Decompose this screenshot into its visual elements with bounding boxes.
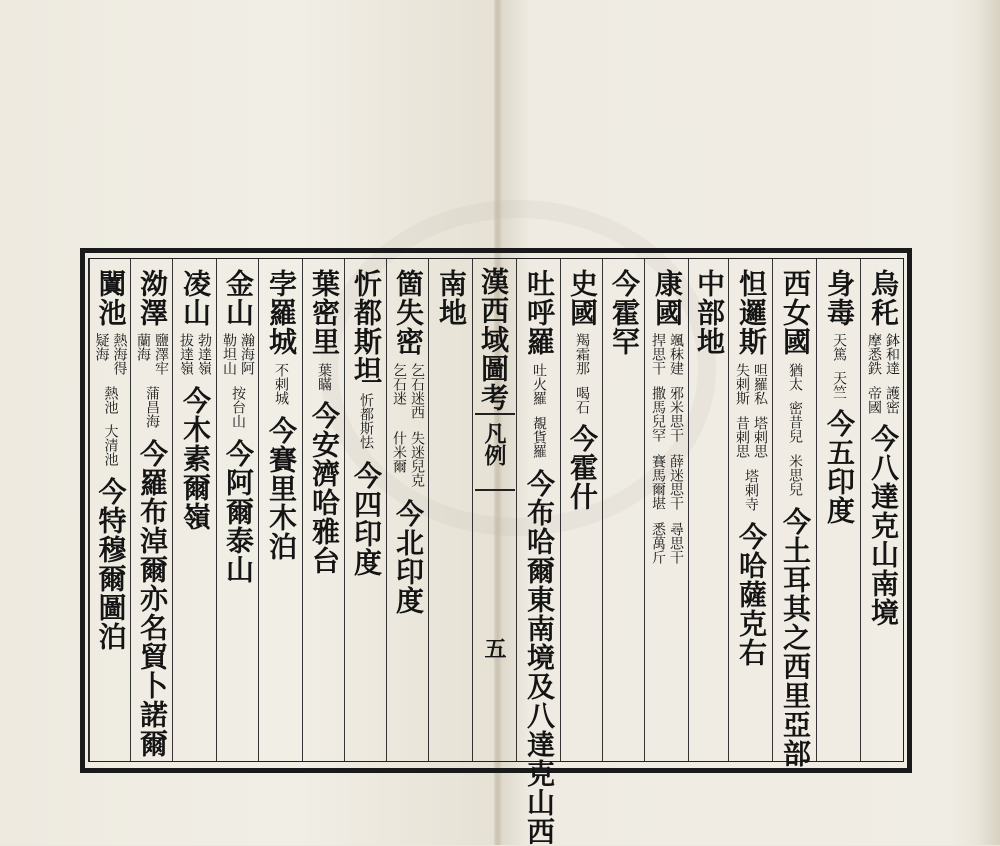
annotation-text: 尋思干 [668,522,684,564]
text-column [816,259,860,761]
annotation-text: 鉢和達 [884,333,900,375]
entry-text: 吐呼羅 [523,269,556,356]
entry-text: 怛邏斯 [735,269,768,356]
annotation-text: 勃達嶺 [196,333,212,375]
annotation-text: 蒲昌海 [144,386,160,428]
text-column [516,259,560,846]
center-column [472,259,516,761]
text-column [728,259,772,761]
page-edge [978,0,1000,845]
text-column [560,259,602,761]
annotation-text: 悉萬斤 [650,522,666,564]
annotation-text: 忻都斯怯 [358,393,374,449]
entry-text: 今四印度 [350,461,383,577]
annotation-text: 熱池 [102,386,119,414]
fishtail-bottom [475,489,515,505]
annotation-text: 勒坦山 [221,333,237,375]
annotation-text: 撒馬兒罕 [650,386,666,442]
entry-text: 西女國 [779,269,812,356]
entry-text: 今五印度 [823,409,856,525]
text-column [386,259,428,761]
text-column [688,259,728,761]
text-column [89,259,130,761]
annotation-text: 失剌斯 [734,363,750,405]
text-column [428,259,472,761]
entry-text: 今羅布淖爾亦名貿卜諾爾 [136,439,169,758]
annotation-text: 邪米思干 [668,386,684,442]
annotation-text: 喝石 [574,386,590,414]
annotation-text: 吐火羅 [531,363,547,405]
annotation-text: 乞石迷西 [409,363,425,419]
text-column [172,259,216,761]
text-column [644,259,688,761]
entry-text: 箇失密 [392,269,425,356]
page-number: 五 [481,637,507,659]
entry-text: 金山 [222,269,255,327]
annotation-text: 天篤 [831,333,847,361]
annotation-text: 塔剌寺 [743,469,759,511]
entry-text: 烏秅 [867,269,900,327]
entry-text: 今八達克山南境 [867,424,900,627]
entry-text: 泑澤 [136,269,169,327]
annotation-text: 蘭海 [135,333,151,361]
section-title: 凡例 [481,422,507,466]
annotation-text: 賽馬爾堪 [650,454,666,510]
annotation-text: 颯秣建 [668,333,684,375]
annotation-text: 呾羅私 [752,363,768,405]
text-column [258,259,302,761]
fishtail-top [475,399,515,415]
annotation-text: 大清池 [102,424,119,466]
annotation-text: 捍思干 [650,333,666,375]
annotation-text: 昔剌思 [734,416,750,458]
annotation-text: 天竺 [831,371,847,399]
annotation-text: 葉瞞 [316,363,332,391]
annotation-text: 疑海 [93,333,110,361]
annotation-text: 帝國 [866,386,882,414]
annotation-text: 護密 [884,386,900,414]
annotation-text: 失迷兒克 [409,431,425,487]
book-title: 漢西域圖考 [477,267,510,412]
entry-text: 今霍什 [566,424,599,511]
entry-text: 今哈薩克右 [735,522,768,667]
annotation-text: 密昔兒 [787,401,803,443]
entry-text: 康國 [651,269,684,327]
annotation-text: 乞石迷 [391,363,407,405]
text-column [130,259,172,761]
entry-text: 忻都斯坦 [350,269,383,385]
entry-text: 中部地 [693,269,726,356]
annotation-text: 鹽澤牢 [153,333,169,375]
entry-text: 今霍罕 [608,269,641,356]
entry-text: 闐池 [94,269,128,327]
text-column [302,259,344,761]
annotation-text: 覩貨羅 [531,416,547,458]
entry-text: 今土耳其之西里亞部 [779,507,812,768]
entry-text: 今北印度 [392,499,425,615]
entry-text: 凌山 [179,269,212,327]
entry-text: 今阿爾泰山 [222,439,255,584]
annotation-text: 米思兒 [787,454,803,496]
annotation-text: 按台山 [230,386,246,428]
annotation-text: 熱海得 [111,333,128,375]
entry-text: 葉密里 [308,269,341,356]
entry-text: 今特穆爾圖泊 [94,477,128,651]
annotation-text: 薛迷思干 [668,454,684,510]
annotation-text: 瀚海阿 [239,333,255,375]
entry-text: 今安濟哈雅台 [308,401,341,575]
annotation-text: 羯霜那 [574,333,590,375]
annotation-text: 塔剌思 [752,416,768,458]
entry-text: 身毒 [823,269,856,327]
annotation-text: 摩悉鉄 [866,333,882,375]
entry-text: 今賽里木泊 [265,416,298,561]
annotation-text: 什米爾 [391,431,407,473]
text-column [344,259,386,761]
entry-text: 史國 [566,269,599,327]
annotation-text: 拔達嶺 [178,333,194,375]
entry-text: 南地 [435,269,468,327]
annotation-text: 不剌城 [273,363,289,405]
entry-text: 孛羅城 [265,269,298,356]
text-column [860,259,904,761]
text-column [602,259,644,761]
entry-text: 今木素爾嶺 [179,386,212,531]
text-column [772,259,816,768]
text-column [216,259,258,761]
annotation-text: 猶太 [787,363,803,391]
entry-text: 今布哈爾東南境及八達克山西 [523,469,556,846]
